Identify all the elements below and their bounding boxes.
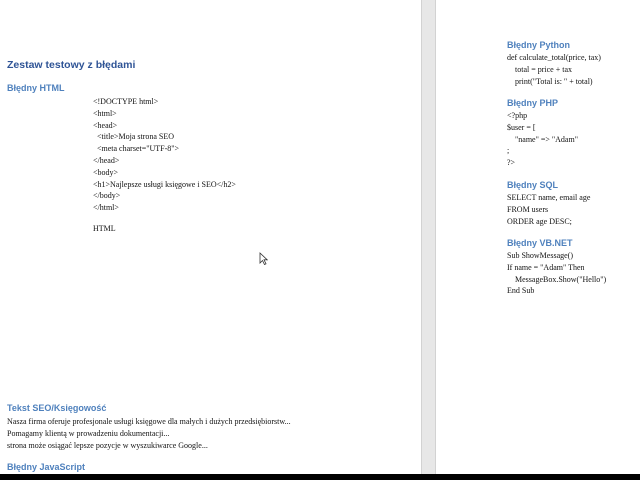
section-heading-html: Błędny HTML: [7, 83, 65, 93]
code-line: ;: [507, 146, 510, 156]
seo-text-block: [7, 416, 291, 451]
code-line: </body>: [93, 191, 121, 201]
code-line: <!DOCTYPE html>: [93, 97, 159, 106]
code-line: SELECT name, email age: [507, 193, 591, 202]
php-section: [507, 98, 578, 169]
section-heading-javascript: Błędny JavaScript: [7, 462, 86, 472]
document-title: Zestaw testowy z błędami: [7, 59, 136, 71]
python-section: [507, 40, 601, 87]
section-heading-seo: Tekst SEO/Księgowość: [7, 403, 107, 413]
sql-section: [507, 180, 590, 227]
code-line: <html>: [93, 108, 117, 118]
code-line: </html>: [93, 203, 119, 213]
code-line: <?php: [507, 111, 528, 120]
code-line: <head>: [93, 120, 118, 130]
code-line: End Sub: [507, 286, 535, 296]
section-heading-sql: Błędny SQL: [507, 180, 559, 190]
vbnet-section: [507, 238, 606, 297]
code-line: MessageBox.Show("Hello"): [507, 274, 607, 284]
code-line: </head>: [93, 155, 120, 165]
document-page-right[interactable]: [436, 0, 640, 474]
code-line: def calculate_total(price, tax): [507, 53, 601, 62]
section-heading-python: Błędny Python: [507, 40, 571, 50]
code-line: $user = [: [507, 122, 536, 132]
html-code-block: [93, 96, 236, 214]
code-line: total = price + tax: [507, 64, 573, 74]
seo-line: Pomagamy klientą w prowadzeniu dokumentacji...: [7, 428, 170, 438]
code-line: Sub ShowMessage(): [507, 251, 573, 260]
code-line: FROM users: [507, 204, 549, 214]
code-line: <title>Moja strona SEO: [93, 132, 175, 142]
seo-line: strona może osiągać lepsze pozycje w wyszukiwarce Google...: [7, 440, 208, 450]
html-trailing-text: HTML: [93, 224, 116, 233]
code-line: <body>: [93, 167, 119, 177]
code-line: "name" => "Adam": [507, 134, 578, 144]
code-line: print("Total is: " + total): [507, 76, 593, 86]
section-heading-php: Błędny PHP: [507, 98, 559, 108]
code-line: ORDER age DESC;: [507, 216, 572, 226]
code-line: ?>: [507, 158, 516, 168]
section-heading-vbnet: Błędny VB.NET: [507, 238, 573, 248]
seo-line: Nasza firma oferuje profesjonale usługi księgowe dla małych i dużych przedsiębiorstw...: [7, 417, 291, 426]
page-gutter: [421, 0, 436, 474]
code-line: <h1>Najlepsze usługi księgowe i SEO</h2>: [93, 179, 236, 189]
code-line: If name = "Adam" Then: [507, 262, 585, 272]
mouse-pointer-icon: [259, 252, 268, 265]
code-line: <meta charset="UTF-8">: [93, 144, 180, 154]
bottom-edge: [0, 474, 640, 480]
